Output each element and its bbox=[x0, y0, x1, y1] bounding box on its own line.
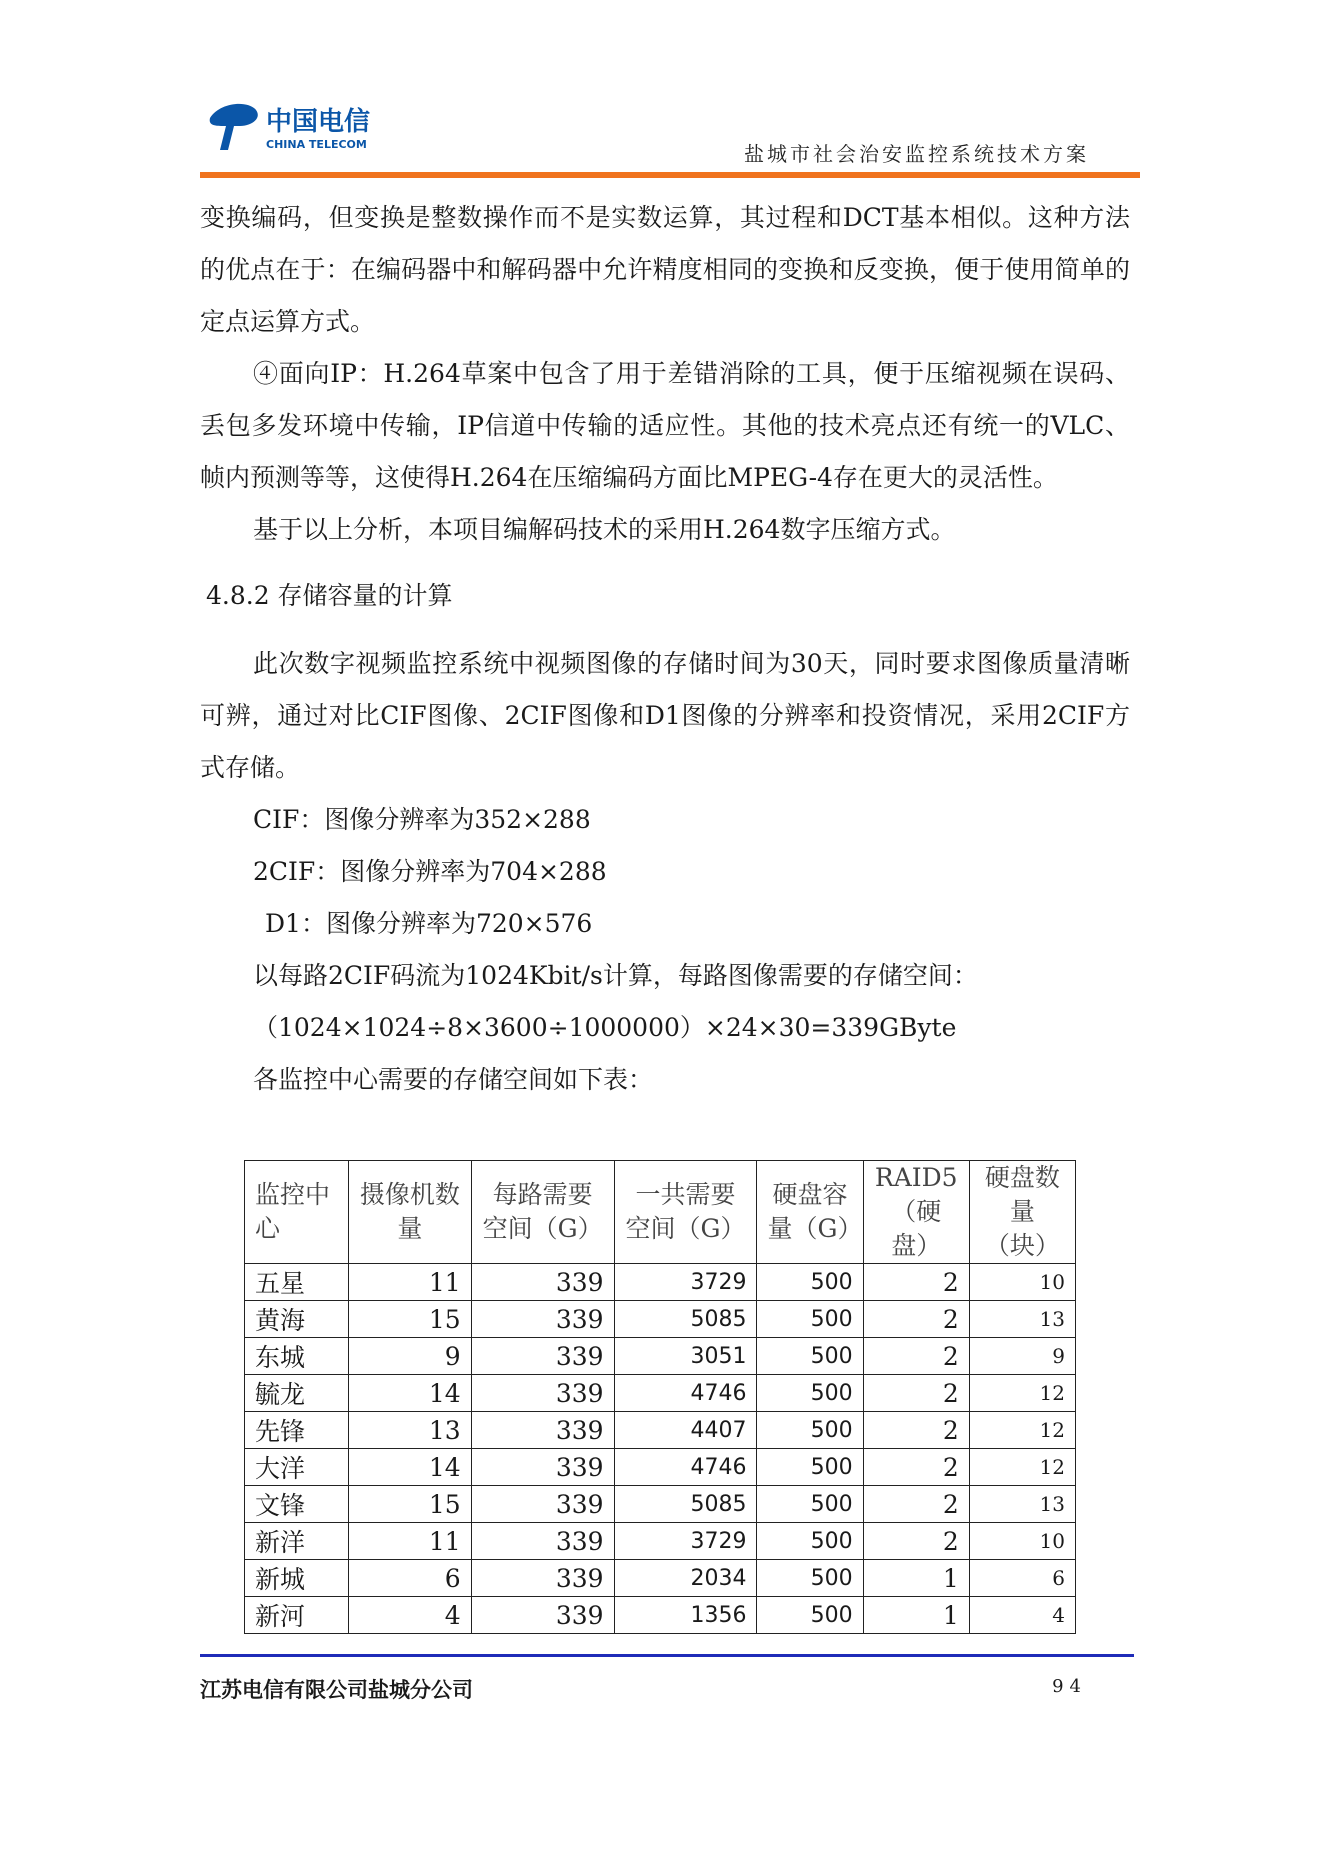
document-body bbox=[200, 192, 1130, 1106]
cell-per-channel: 339 bbox=[471, 1523, 614, 1560]
table-row bbox=[245, 1264, 1076, 1301]
cell-total: 3729 bbox=[614, 1264, 757, 1301]
paragraph-conclusion: 基于以上分析，本项目编解码技术的采用H.264数字压缩方式。 bbox=[253, 515, 956, 544]
cell-total: 1356 bbox=[614, 1597, 757, 1634]
cell-disk-count: 13 bbox=[969, 1486, 1075, 1523]
header-raid5: RAID5（硬盘） bbox=[863, 1161, 969, 1264]
cell-disk-capacity: 500 bbox=[757, 1449, 863, 1486]
cell-cameras: 9 bbox=[349, 1338, 472, 1375]
paragraph-storage: 此次数字视频监控系统中视频图像的存储时间为30天，同时要求图像质量清晰可辨，通过对比CIF图像、2CIF图像和D1图像的分辨率和投资情况，采用2CIF方式存储。 bbox=[200, 649, 1130, 782]
table-row bbox=[245, 1338, 1076, 1375]
storage-formula: （1024×1024÷8×3600÷1000000）×24×30=339GByte bbox=[253, 1013, 957, 1042]
cell-raid5: 2 bbox=[863, 1264, 969, 1301]
cell-disk-capacity: 500 bbox=[757, 1301, 863, 1338]
cell-disk-count: 9 bbox=[969, 1338, 1075, 1375]
table-row bbox=[245, 1486, 1076, 1523]
cell-raid5: 2 bbox=[863, 1449, 969, 1486]
cell-disk-count: 10 bbox=[969, 1523, 1075, 1560]
cell-disk-count: 12 bbox=[969, 1375, 1075, 1412]
cell-total: 2034 bbox=[614, 1560, 757, 1597]
d1-resolution: D1：图像分辨率为720×576 bbox=[265, 909, 593, 938]
cell-disk-capacity: 500 bbox=[757, 1560, 863, 1597]
cell-total: 5085 bbox=[614, 1486, 757, 1523]
cell-disk-capacity: 500 bbox=[757, 1412, 863, 1449]
cell-cameras: 6 bbox=[349, 1560, 472, 1597]
cell-disk-count: 4 bbox=[969, 1597, 1075, 1634]
storage-table bbox=[244, 1160, 1076, 1634]
cell-per-channel: 339 bbox=[471, 1597, 614, 1634]
footer-company: 江苏电信有限公司盐城分公司 bbox=[200, 1678, 473, 1702]
cell-disk-capacity: 500 bbox=[757, 1338, 863, 1375]
header-cameras: 摄像机数量 bbox=[349, 1161, 472, 1264]
cell-cameras: 11 bbox=[349, 1264, 472, 1301]
table-row bbox=[245, 1412, 1076, 1449]
cell-total: 4746 bbox=[614, 1375, 757, 1412]
cell-center: 新河 bbox=[245, 1597, 349, 1634]
section-heading: 4.8.2 存储容量的计算 bbox=[206, 581, 453, 610]
cell-per-channel: 339 bbox=[471, 1486, 614, 1523]
cell-center: 大洋 bbox=[245, 1449, 349, 1486]
cell-per-channel: 339 bbox=[471, 1449, 614, 1486]
cell-raid5: 2 bbox=[863, 1375, 969, 1412]
cell-per-channel: 339 bbox=[471, 1412, 614, 1449]
table-row bbox=[245, 1449, 1076, 1486]
cell-raid5: 2 bbox=[863, 1412, 969, 1449]
cell-cameras: 4 bbox=[349, 1597, 472, 1634]
table-row bbox=[245, 1523, 1076, 1560]
cell-total: 3051 bbox=[614, 1338, 757, 1375]
cell-total: 3729 bbox=[614, 1523, 757, 1560]
table-intro: 各监控中心需要的存储空间如下表： bbox=[253, 1065, 654, 1094]
header-per-channel: 每路需要空间（G） bbox=[471, 1161, 614, 1264]
cell-raid5: 2 bbox=[863, 1301, 969, 1338]
table-row bbox=[245, 1375, 1076, 1412]
cell-center: 东城 bbox=[245, 1338, 349, 1375]
cif2-resolution: 2CIF：图像分辨率为704×288 bbox=[253, 857, 607, 886]
cell-per-channel: 339 bbox=[471, 1375, 614, 1412]
page-number: 94 bbox=[1052, 1676, 1087, 1697]
cell-total: 5085 bbox=[614, 1301, 757, 1338]
cell-cameras: 11 bbox=[349, 1523, 472, 1560]
cell-cameras: 14 bbox=[349, 1449, 472, 1486]
cell-disk-capacity: 500 bbox=[757, 1597, 863, 1634]
cell-disk-count: 12 bbox=[969, 1449, 1075, 1486]
table-row bbox=[245, 1301, 1076, 1338]
table-header-row bbox=[245, 1161, 1076, 1264]
logo-english-text: CHINA TELECOM bbox=[266, 138, 367, 151]
cell-raid5: 2 bbox=[863, 1338, 969, 1375]
cell-per-channel: 339 bbox=[471, 1301, 614, 1338]
table-row bbox=[245, 1560, 1076, 1597]
cell-center: 毓龙 bbox=[245, 1375, 349, 1412]
cell-disk-capacity: 500 bbox=[757, 1375, 863, 1412]
cell-raid5: 2 bbox=[863, 1523, 969, 1560]
cell-cameras: 14 bbox=[349, 1375, 472, 1412]
cell-per-channel: 339 bbox=[471, 1338, 614, 1375]
cell-center: 五星 bbox=[245, 1264, 349, 1301]
cell-raid5: 2 bbox=[863, 1486, 969, 1523]
cell-center: 新城 bbox=[245, 1560, 349, 1597]
cell-per-channel: 339 bbox=[471, 1560, 614, 1597]
cell-cameras: 15 bbox=[349, 1301, 472, 1338]
cell-disk-count: 10 bbox=[969, 1264, 1075, 1301]
cell-total: 4746 bbox=[614, 1449, 757, 1486]
cell-center: 文锋 bbox=[245, 1486, 349, 1523]
cell-raid5: 1 bbox=[863, 1597, 969, 1634]
cell-center: 先锋 bbox=[245, 1412, 349, 1449]
cell-cameras: 15 bbox=[349, 1486, 472, 1523]
header-disk-count: 硬盘数量（块） bbox=[969, 1161, 1075, 1264]
cell-raid5: 1 bbox=[863, 1560, 969, 1597]
cell-disk-capacity: 500 bbox=[757, 1486, 863, 1523]
header-divider bbox=[200, 172, 1140, 178]
cell-center: 新洋 bbox=[245, 1523, 349, 1560]
bitrate-statement: 以每路2CIF码流为1024Kbit/s计算，每路图像需要的存储空间： bbox=[253, 961, 978, 990]
header-total: 一共需要空间（G） bbox=[614, 1161, 757, 1264]
cell-disk-count: 6 bbox=[969, 1560, 1075, 1597]
header-center: 监控中心 bbox=[245, 1161, 349, 1264]
cell-per-channel: 339 bbox=[471, 1264, 614, 1301]
footer-divider bbox=[200, 1654, 1134, 1657]
logo-chinese-text: 中国电信 bbox=[266, 107, 371, 137]
china-telecom-logo bbox=[200, 96, 400, 156]
paragraph-transform: 变换编码，但变换是整数操作而不是实数运算，其过程和DCT基本相似。这种方法的优点在于：在编码器中和解码器中允许精度相同的变换和反变换，便于使用简单的定点运算方式。 bbox=[200, 203, 1130, 336]
table-row bbox=[245, 1597, 1076, 1634]
cell-cameras: 13 bbox=[349, 1412, 472, 1449]
paragraph-ip: ④面向IP：H.264草案中包含了用于差错消除的工具，便于压缩视频在误码、丢包多发环境中传输，IP信道中传输的适应性。其他的技术亮点还有统一的VLC、帧内预测等等，这使得H.264在压缩编码方面比MPEG-4存在更大的灵活性。 bbox=[200, 359, 1130, 492]
cell-disk-count: 12 bbox=[969, 1412, 1075, 1449]
cif-resolution: CIF：图像分辨率为352×288 bbox=[253, 805, 591, 834]
header-disk-capacity: 硬盘容量（G） bbox=[757, 1161, 863, 1264]
telecom-swirl-icon bbox=[210, 104, 258, 150]
cell-disk-capacity: 500 bbox=[757, 1264, 863, 1301]
cell-total: 4407 bbox=[614, 1412, 757, 1449]
cell-disk-capacity: 500 bbox=[757, 1523, 863, 1560]
cell-center: 黄海 bbox=[245, 1301, 349, 1338]
cell-disk-count: 13 bbox=[969, 1301, 1075, 1338]
document-title: 盐城市社会治安监控系统技术方案 bbox=[744, 142, 1089, 166]
